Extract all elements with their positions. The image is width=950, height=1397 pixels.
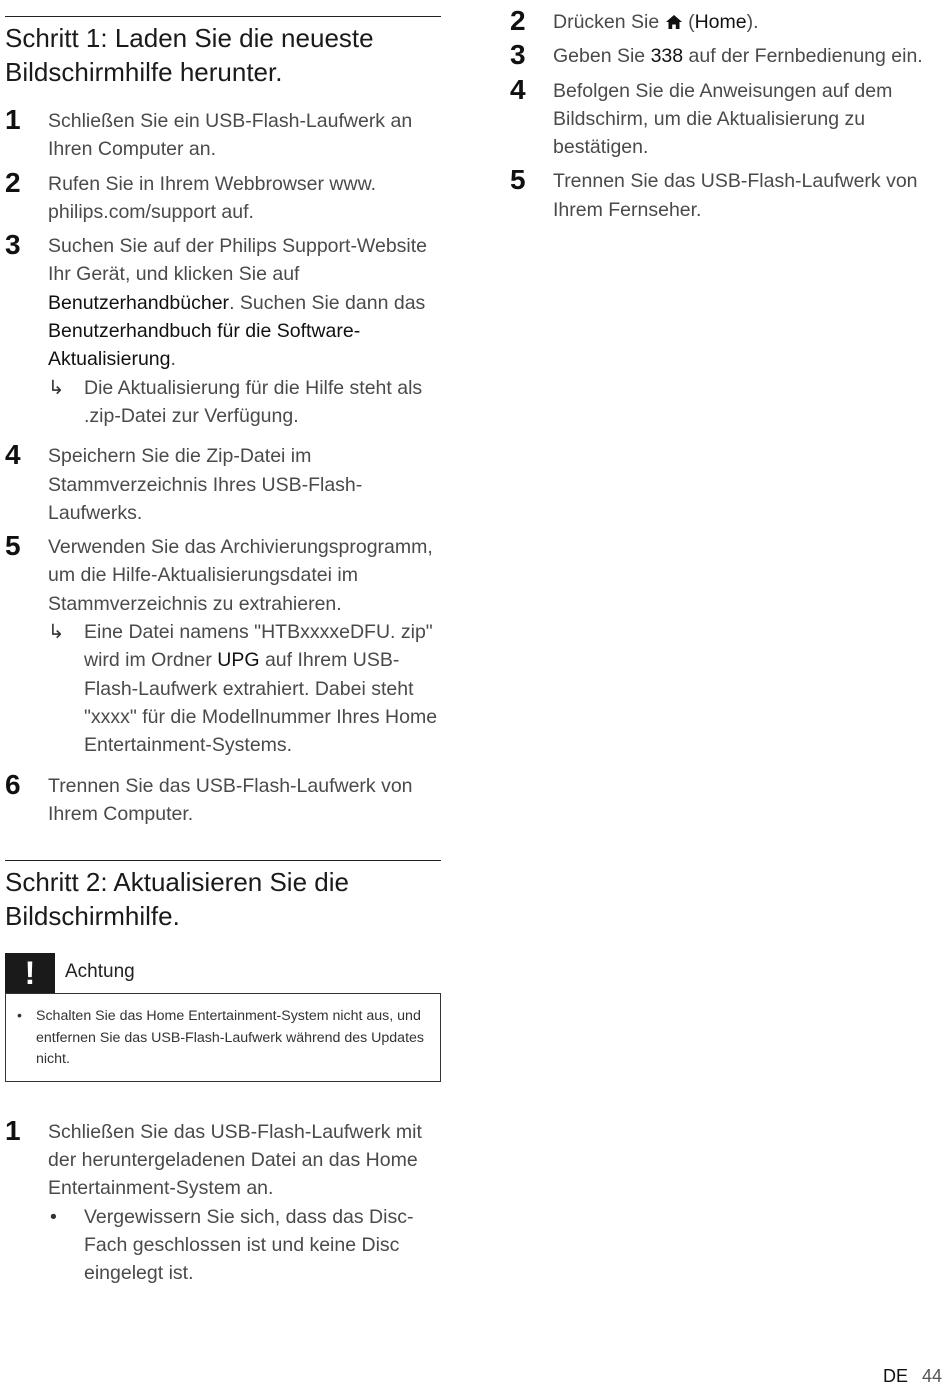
home-icon — [665, 14, 683, 30]
bullet-icon: • — [17, 1008, 22, 1025]
step-text: Drücken Sie — [553, 11, 665, 33]
note-text: Vergewissern Sie sich, dass das Disc-Fach geschlossen ist und keine Disc eingelegt ist. — [84, 1205, 414, 1285]
left-column — [5, 0, 441, 1287]
exclamation-icon: ! — [5, 953, 55, 993]
step-2 — [5, 166, 441, 227]
step-bold: Home — [694, 11, 747, 33]
page-number: 44 — [921, 1366, 942, 1386]
step-text: Trennen Sie das USB-Flash-Laufwerk von Ihrem Computer. — [48, 774, 413, 825]
step-text-a: Geben Sie — [553, 45, 651, 68]
caution-header — [5, 953, 441, 993]
caution-text: Schalten Sie das Home Entertainment-System nicht aus, und entfernen Sie das USB-Flash-Laufwerk während des Updates nicht. — [36, 1008, 425, 1068]
page-footer — [883, 1366, 942, 1387]
step-note — [48, 1203, 441, 1288]
step-text: Schließen Sie das USB-Flash-Laufwerk mit der heruntergeladenen Datei an das Home Entertainment-System an. — [48, 1120, 422, 1200]
result-bold: UPG — [217, 649, 260, 672]
section2-heading: Schritt 2: Aktualisieren Sie die Bildschirmhilfe. — [5, 867, 349, 932]
paren-open: ( — [688, 11, 695, 33]
step-text-c: . — [170, 348, 176, 371]
step-4 — [5, 439, 441, 527]
step-result — [48, 618, 441, 759]
language-code: DE — [882, 1366, 908, 1386]
update-step-3 — [510, 39, 945, 71]
step-number: 4 — [5, 439, 21, 471]
step-number: 2 — [5, 166, 21, 198]
update-step-1 — [5, 1114, 441, 1288]
step-1 — [5, 104, 441, 164]
result-text: Die Aktualisierung für die Hilfe steht als .zip-Datei zur Verfügung. — [84, 376, 423, 427]
step-bold-a: Benutzerhandbücher — [48, 291, 230, 314]
step-number: 5 — [510, 164, 526, 196]
right-column — [510, 5, 945, 224]
caution-notice — [5, 953, 441, 1082]
result-text-a: Eine Datei namens "HTBxxxxeDFU. zip" wird im Ordner — [84, 621, 433, 672]
step-number: 5 — [5, 530, 21, 562]
paren-close: ). — [746, 11, 759, 33]
step-5 — [5, 530, 441, 759]
section-divider — [5, 16, 441, 17]
step-text: Schließen Sie ein USB-Flash-Laufwerk an Ihren Computer an. — [48, 110, 413, 161]
step-3 — [5, 229, 441, 430]
step-6 — [5, 768, 441, 829]
step-text: Befolgen Sie die Anweisungen auf dem Bildschirm, um die Aktualisierung zu bestätigen. — [553, 79, 893, 159]
step-result — [48, 374, 441, 431]
step-text-b: . Suchen Sie dann das — [229, 291, 426, 314]
update-step-2 — [510, 5, 945, 36]
update-step-4 — [510, 73, 945, 162]
bullet-icon: • — [50, 1205, 57, 1228]
step-number: 6 — [5, 768, 21, 800]
step-number: 1 — [5, 1114, 21, 1146]
caution-box — [5, 993, 441, 1082]
caution-title: Achtung — [65, 961, 135, 983]
step-text: Trennen Sie das USB-Flash-Laufwerk von Ihrem Fernseher. — [553, 170, 918, 221]
step-bold: 338 — [650, 45, 684, 68]
arrow-icon: ↳ — [48, 621, 65, 644]
step-text-b: auf der Fernbedienung ein. — [683, 45, 923, 68]
step-number: 1 — [5, 104, 21, 135]
step-text-a: Suchen Sie auf der Philips Support-Website Ihr Gerät, und klicken Sie auf — [48, 235, 428, 286]
step-number: 3 — [510, 39, 526, 71]
step-number: 4 — [510, 73, 526, 105]
step-text: Rufen Sie in Ihrem Webbrowser www. philips.com/support auf. — [48, 172, 377, 223]
section1-heading: Schritt 1: Laden Sie die neueste Bildschirmhilfe herunter. — [5, 23, 374, 87]
update-step-5 — [510, 164, 945, 224]
section-divider — [5, 860, 441, 861]
arrow-icon: ↳ — [48, 376, 65, 399]
step-text: Speichern Sie die Zip-Datei im Stammverzeichnis Ihres USB-Flash-Laufwerks. — [48, 445, 363, 524]
step-number: 3 — [5, 229, 21, 261]
result-text-b: auf Ihrem USB-Flash-Laufwerk extrahiert. Dabei steht "xxxx" für die Modellnummer Ihres Home Entertainment-Systems. — [84, 649, 438, 757]
step-text: Verwenden Sie das Archivierungsprogramm, um die Hilfe-Aktualisierungsdatei im Stammverzeichnis zu extrahieren. — [48, 536, 433, 615]
step-bold-b: Benutzerhandbuch für die Software-Aktualisierung — [48, 320, 361, 371]
step-number: 2 — [510, 5, 526, 36]
